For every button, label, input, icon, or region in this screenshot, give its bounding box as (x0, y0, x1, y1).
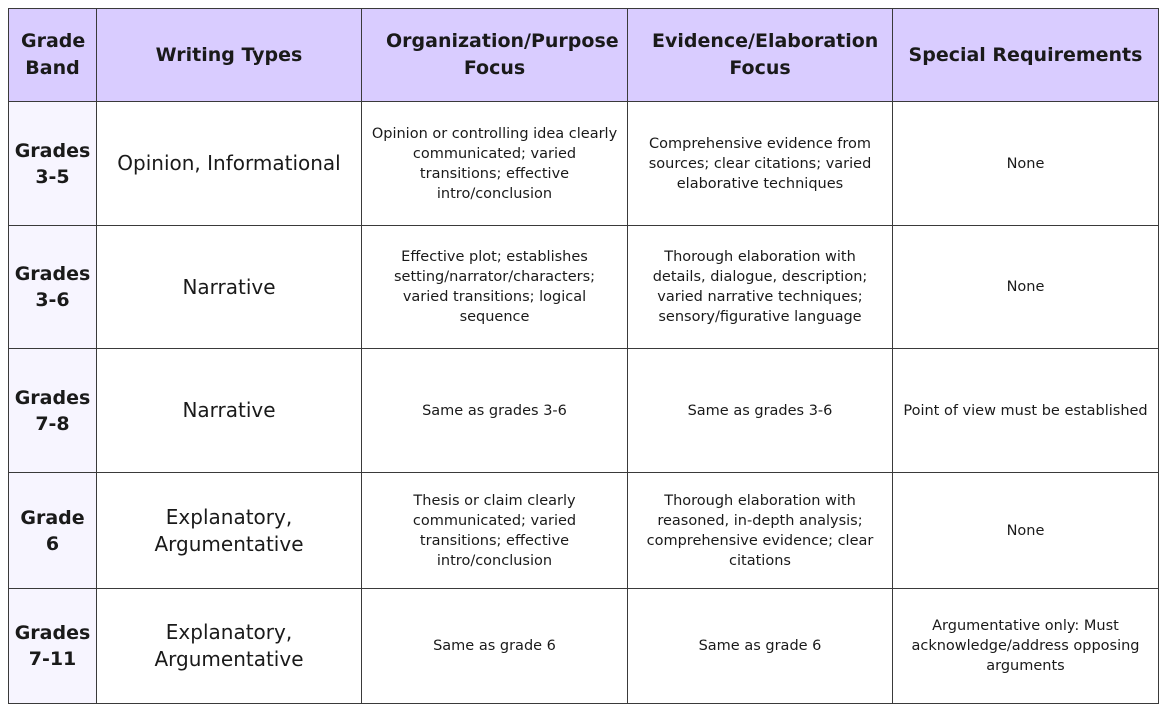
special-requirements-cell: Argumentative only: Must acknowledge/address opposing arguments (893, 589, 1159, 704)
writing-types-cell: Opinion, Informational (97, 102, 362, 226)
grade-band-cell: Grades 7-11 (9, 589, 97, 704)
table-row (9, 226, 1159, 349)
organization-cell: Same as grades 3-6 (362, 349, 628, 473)
special-requirements-cell: None (893, 226, 1159, 349)
evidence-cell: Thorough elaboration with details, dialogue, description; varied narrative techniques; sensory/figurative language (628, 226, 893, 349)
rubric-table (8, 8, 1159, 704)
evidence-cell: Thorough elaboration with reasoned, in-depth analysis; comprehensive evidence; clear citations (628, 473, 893, 589)
grade-band-cell: Grades 7-8 (9, 349, 97, 473)
table-row (9, 473, 1159, 589)
grade-band-cell: Grades 3-5 (9, 102, 97, 226)
writing-types-cell: Explanatory, Argumentative (97, 589, 362, 704)
grade-band-cell: Grades 3-6 (9, 226, 97, 349)
header-organization-purpose-focus: Organization/Purpose Focus (362, 9, 628, 102)
table-row (9, 589, 1159, 704)
evidence-cell: Same as grades 3-6 (628, 349, 893, 473)
special-requirements-cell: None (893, 102, 1159, 226)
special-requirements-cell: Point of view must be established (893, 349, 1159, 473)
header-grade-band: Grade Band (9, 9, 97, 102)
grade-band-cell: Grade 6 (9, 473, 97, 589)
header-special-requirements: Special Requirements (893, 9, 1159, 102)
writing-types-cell: Explanatory, Argumentative (97, 473, 362, 589)
header-row (9, 9, 1159, 102)
table-row (9, 102, 1159, 226)
special-requirements-cell: None (893, 473, 1159, 589)
evidence-cell: Same as grade 6 (628, 589, 893, 704)
evidence-cell: Comprehensive evidence from sources; clear citations; varied elaborative techniques (628, 102, 893, 226)
organization-cell: Thesis or claim clearly communicated; varied transitions; effective intro/conclusion (362, 473, 628, 589)
organization-cell: Same as grade 6 (362, 589, 628, 704)
writing-types-cell: Narrative (97, 349, 362, 473)
organization-cell: Effective plot; establishes setting/narrator/characters; varied transitions; logical sequence (362, 226, 628, 349)
organization-cell: Opinion or controlling idea clearly communicated; varied transitions; effective intro/conclusion (362, 102, 628, 226)
table-row (9, 349, 1159, 473)
header-evidence-elaboration-focus: Evidence/Elaboration Focus (628, 9, 893, 102)
writing-types-cell: Narrative (97, 226, 362, 349)
header-writing-types: Writing Types (97, 9, 362, 102)
